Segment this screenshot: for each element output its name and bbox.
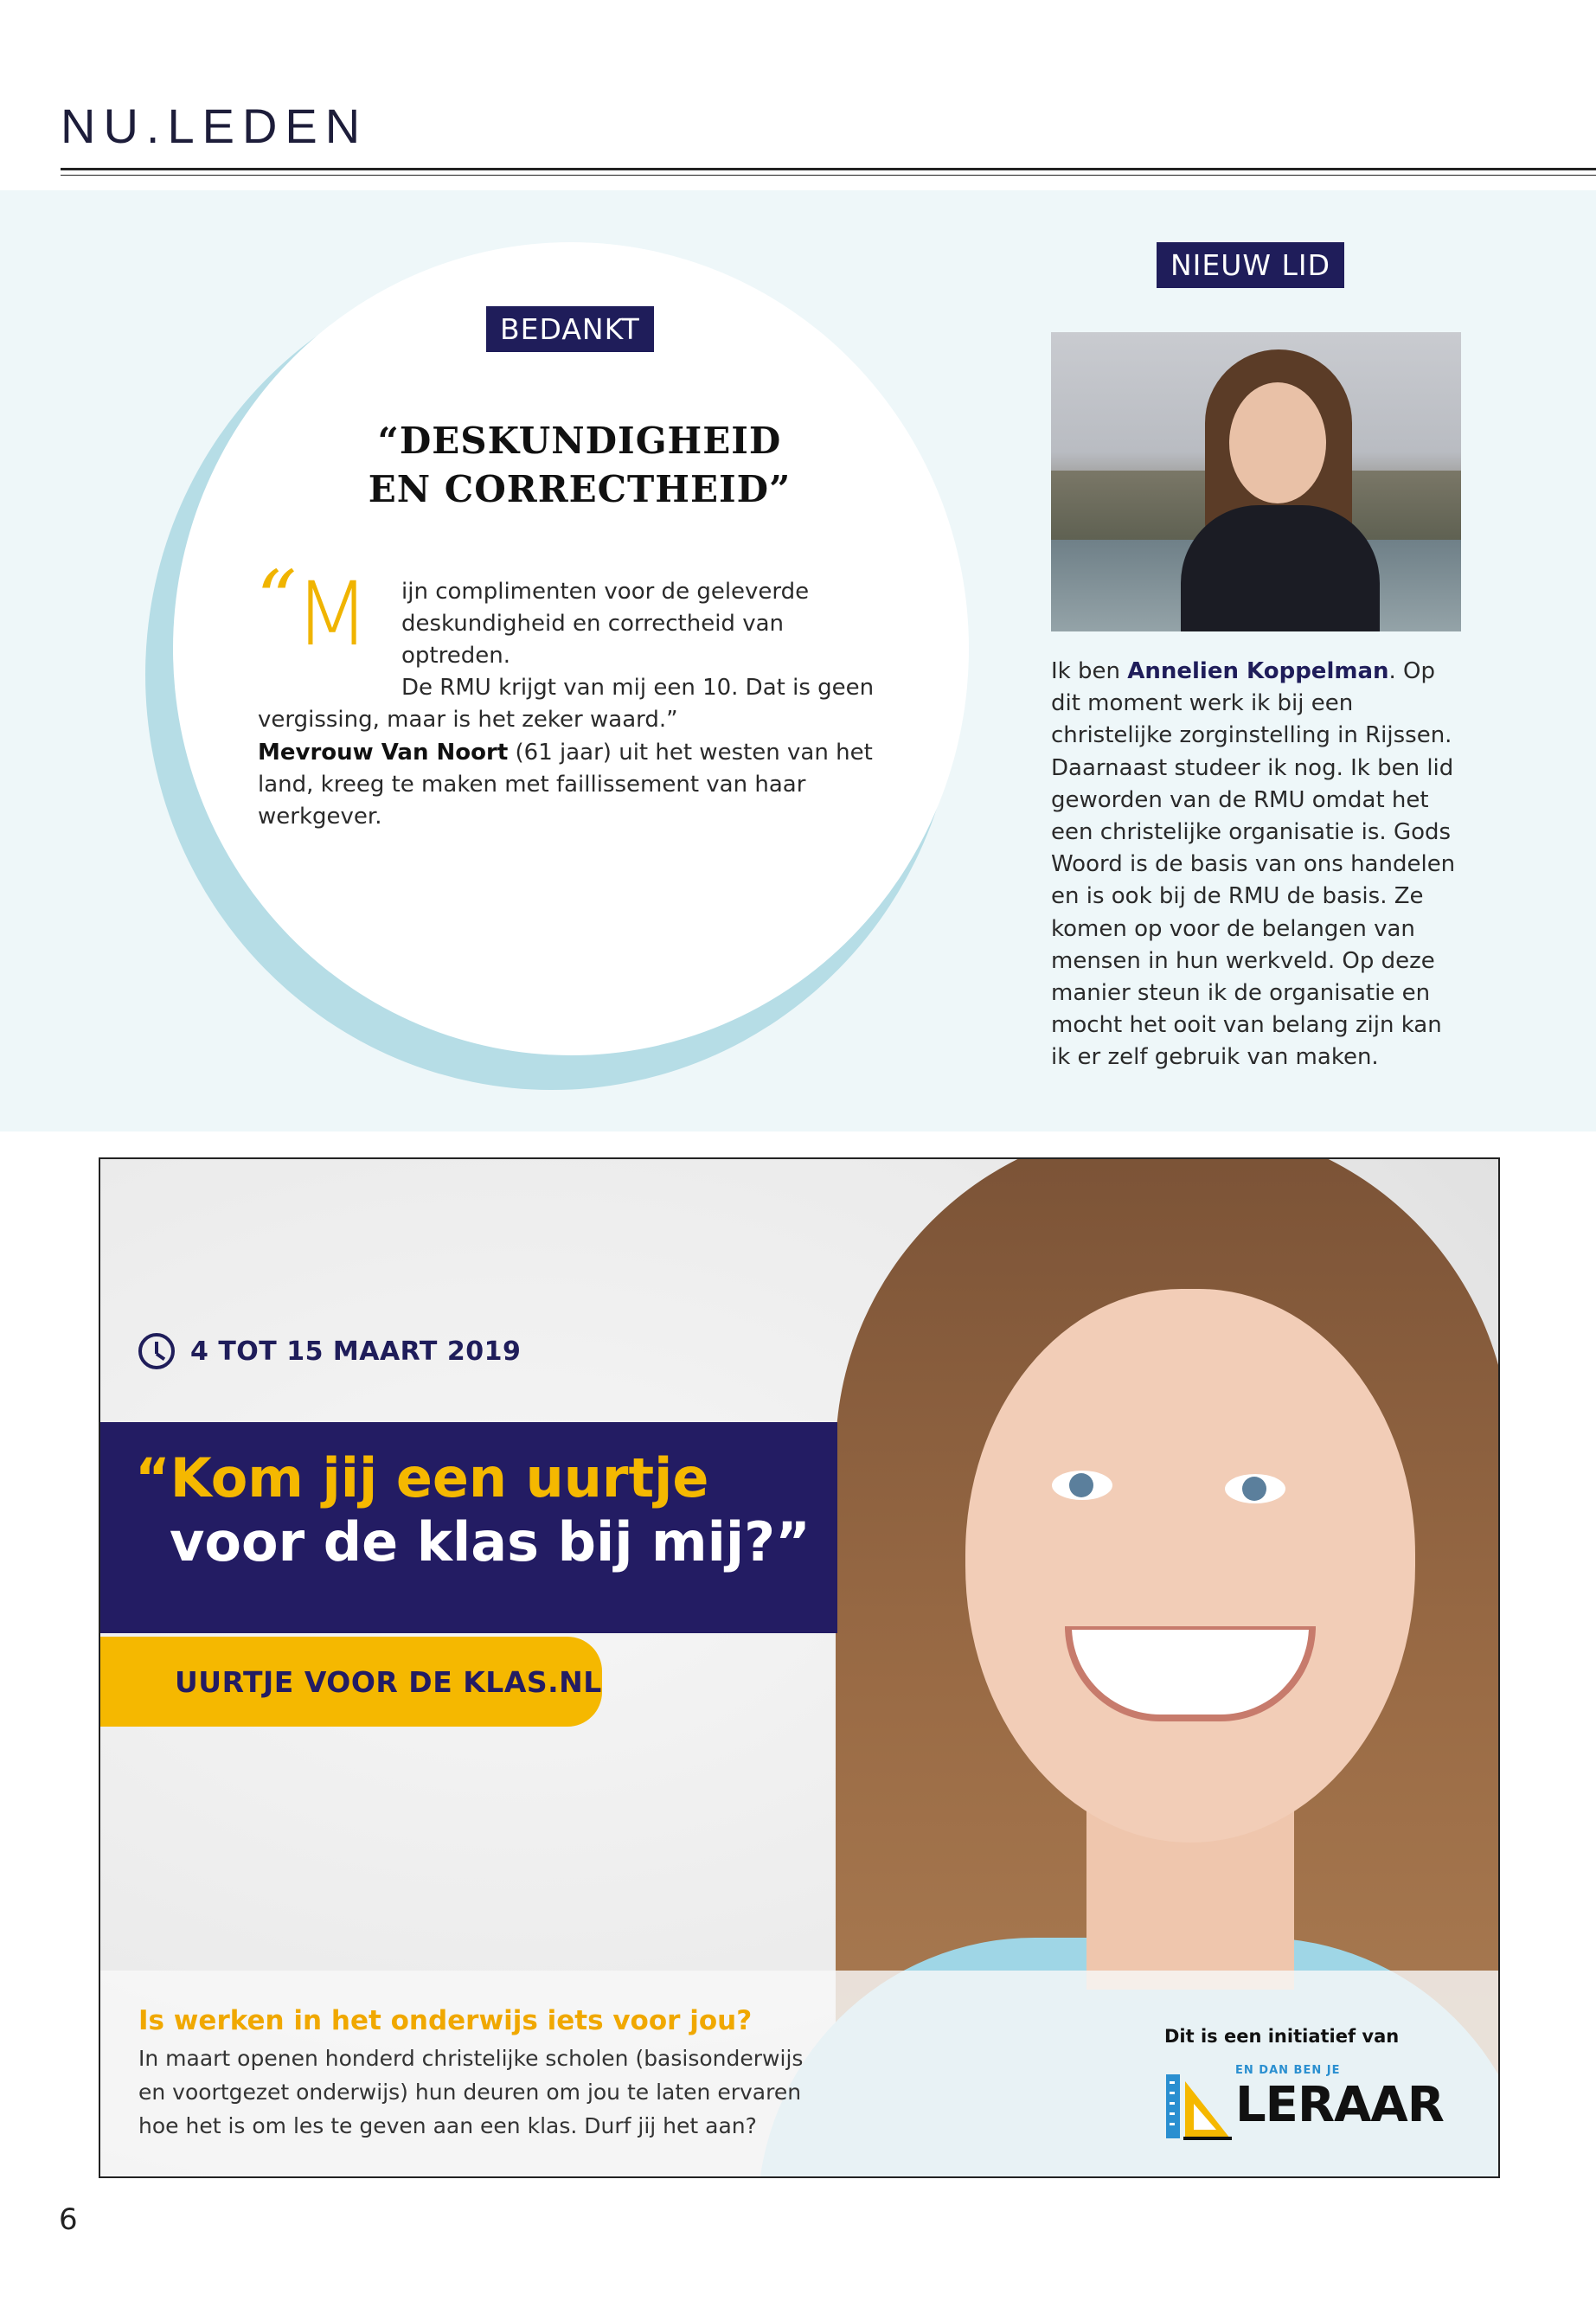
page-number: 6 [59, 2202, 78, 2237]
quote-attribution [258, 737, 898, 833]
advertisement [99, 1157, 1500, 2178]
bedankt-title-line2: EN CORRECTHEID” [368, 468, 792, 510]
ad-date-row [138, 1330, 521, 1372]
quote-open-mark: “ [256, 554, 298, 646]
header-rule-thin [61, 175, 1596, 176]
ad-photo-eye-right [1225, 1474, 1285, 1503]
bedankt-label: BEDANKT [486, 306, 654, 352]
member-portrait-photo [1051, 332, 1461, 631]
ad-headline-line1: “Kom jij een uurtje [135, 1446, 709, 1509]
leraar-logo [1164, 2064, 1444, 2142]
quote-dropcap: M [294, 563, 371, 666]
ad-photo-face [965, 1289, 1415, 1843]
header-rule-thick [61, 168, 1596, 170]
ad-strip-body: In maart openen honderd christelijke scholen (basisonderwijs en voortgezet onderwijs) hun deuren om jou te laten ervaren hoe het is om les te geven aan een klas. Durf jij het aan? [138, 2046, 804, 2138]
nieuw-lid-intro: Ik ben [1051, 658, 1128, 684]
nieuw-lid-body: . Op dit moment werk ik bij een christelijke zorginstelling in Rijssen. Daarnaast studeer ik nog. Ik ben lid geworden van de RMU omdat het een christelijke organisatie is. Gods Woord is de basis van ons handelen en is ook bij de RMU de basis. Ze komen op voor de belangen van mensen in hun werkveld. Op deze manier steun ik de organisatie en mocht het ooit van belang zijn kan ik er zelf gebruik van maken. [1051, 658, 1456, 1071]
attribution-name: Mevrouw Van Noort [258, 740, 509, 766]
ad-date: 4 TOT 15 MAART 2019 [190, 1336, 522, 1367]
attribution-text: (61 jaar) uit het westen van het land, kreeg te maken met faillissement van haar werkgever. [258, 740, 873, 830]
bedankt-title-line1: “DESKUNDIGHEID [377, 420, 782, 462]
quote-line2: deskundigheid en correctheid van optreden. [401, 611, 784, 669]
quote-line1: ijn complimenten voor de geleverde [401, 579, 810, 605]
quote-line4: vergissing, maar is het zeker waard.” [258, 707, 678, 733]
logo-tagline: EN DAN BEN JE [1235, 2064, 1341, 2077]
nieuw-lid-text [1051, 656, 1466, 1074]
nieuw-lid-name: Annelien Koppelman [1127, 658, 1389, 684]
quote-body [258, 576, 898, 736]
photo-body [1181, 505, 1380, 631]
clock-icon [138, 1333, 175, 1369]
ad-headline-line2: voor de klas bij mij?” [170, 1510, 811, 1574]
page-header-title: NU.LEDEN [61, 99, 369, 153]
nieuw-lid-label: NIEUW LID [1157, 242, 1344, 288]
ruler-triangle-icon [1164, 2064, 1234, 2142]
photo-face [1229, 382, 1326, 503]
ad-initiatief-text: Dit is een initiatief van [1164, 2026, 1400, 2047]
ad-url-link[interactable]: UURTJE VOOR DE KLAS.NL [175, 1665, 602, 1699]
bedankt-title [346, 417, 813, 514]
logo-wordmark: LERAAR [1235, 2077, 1444, 2133]
ad-strip-title: Is werken in het onderwijs iets voor jou? [138, 2005, 753, 2036]
quote-line3: De RMU krijgt van mij een 10. Dat is geen [401, 675, 875, 701]
ad-photo-eye-left [1052, 1471, 1112, 1500]
